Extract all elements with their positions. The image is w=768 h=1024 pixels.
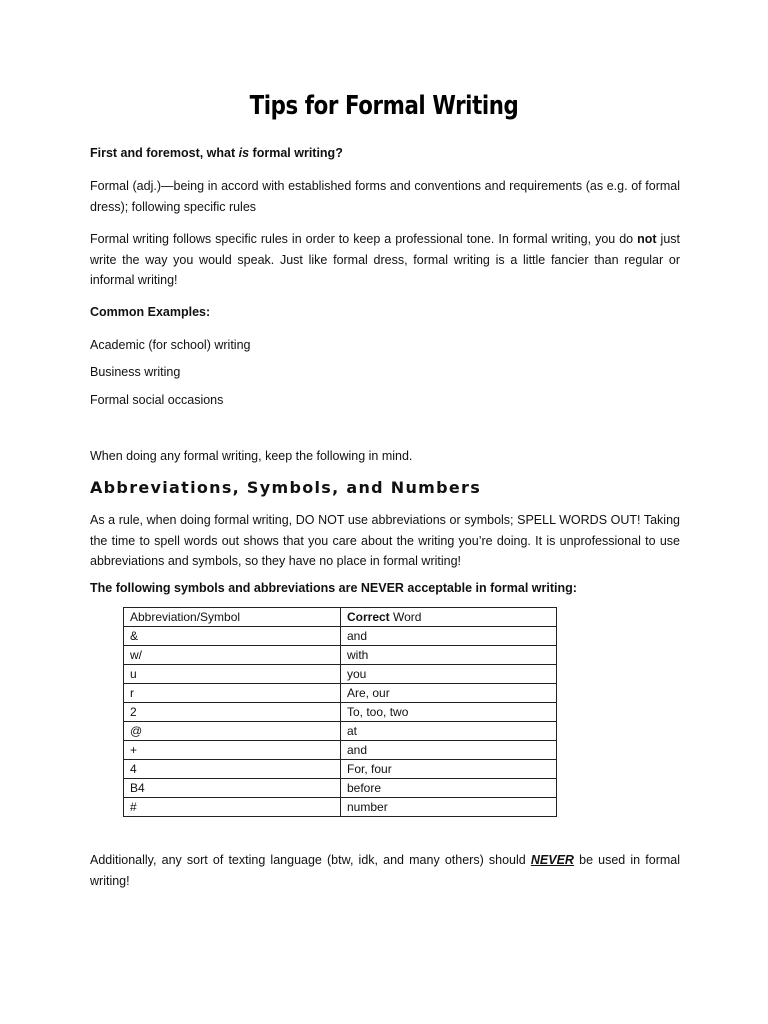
- abbreviation-cell: w/: [124, 646, 341, 665]
- definition-paragraph: Formal (adj.)—being in accord with established forms and conventions and requirements (as e.g. of formal dress); following specific rules: [90, 179, 680, 214]
- word-cell: and: [341, 627, 557, 646]
- example-item: Formal social occasions: [90, 393, 224, 407]
- abbreviation-cell: +: [124, 741, 341, 760]
- word-cell: with: [341, 646, 557, 665]
- paragraph-part2: just write the way you would speak. Just like formal dress, formal writing is a little fancier than regular or informal writing!: [90, 232, 680, 287]
- table-row: [124, 760, 557, 779]
- table-row: [124, 665, 557, 684]
- table-row: [124, 722, 557, 741]
- table-row: [124, 684, 557, 703]
- paragraph-part1: Formal writing follows specific rules in order to keep a professional tone. In formal writing, you do: [90, 232, 638, 246]
- closing-part1: Additionally, any sort of texting language (btw, idk, and many others) should: [90, 853, 531, 867]
- word-cell: before: [341, 779, 557, 798]
- table-row: [124, 741, 557, 760]
- rule-paragraph: As a rule, when doing formal writing, DO NOT use abbreviations or symbols; SPELL WORDS OUT! Taking the time to spell words out shows that you care about the writing you’re doing. It is unprofessional to use abbreviations and symbols, so they have no place in formal writing!: [90, 513, 680, 568]
- never-note: The following symbols and abbreviations are NEVER acceptable in formal writing:: [90, 581, 577, 595]
- table-header-row: [124, 608, 557, 627]
- abbreviation-cell: u: [124, 665, 341, 684]
- intro-question-part1: First and foremost, what: [90, 146, 239, 160]
- abbreviation-cell: &: [124, 627, 341, 646]
- page-title: Tips for Formal Writing: [249, 91, 519, 121]
- table-row: [124, 646, 557, 665]
- intro-question: [90, 143, 680, 164]
- word-cell: at: [341, 722, 557, 741]
- example-item: Academic (for school) writing: [90, 338, 251, 352]
- table-row: [124, 798, 557, 817]
- paragraph-bold-not: not: [637, 232, 657, 246]
- table-row: [124, 703, 557, 722]
- closing-never-emphasis: NEVER: [530, 853, 574, 867]
- word-cell: Are, our: [341, 684, 557, 703]
- header-abbreviation: Abbreviation/Symbol: [124, 608, 341, 627]
- header-word: Word: [389, 610, 422, 624]
- table-row: [124, 627, 557, 646]
- abbreviation-cell: r: [124, 684, 341, 703]
- header-correct-bold: Correct: [347, 610, 390, 624]
- table-row: [124, 779, 557, 798]
- word-cell: For, four: [341, 760, 557, 779]
- closing-part2: be used in formal writing!: [90, 853, 681, 888]
- abbreviation-table: [123, 607, 557, 817]
- intro-question-part2: formal writing?: [249, 146, 343, 160]
- abbreviation-cell: #: [124, 798, 341, 817]
- examples-heading: Common Examples:: [90, 305, 211, 319]
- header-correct-word: [341, 608, 557, 627]
- example-item: Business writing: [90, 365, 181, 379]
- formal-writing-paragraph: [90, 229, 680, 291]
- word-cell: To, too, two: [341, 703, 557, 722]
- section-heading: Abbreviations, Symbols, and Numbers: [90, 478, 482, 497]
- word-cell: you: [341, 665, 557, 684]
- abbreviation-cell: B4: [124, 779, 341, 798]
- abbreviation-cell: 4: [124, 760, 341, 779]
- keep-in-mind-text: When doing any formal writing, keep the following in mind.: [90, 449, 413, 463]
- word-cell: and: [341, 741, 557, 760]
- closing-paragraph: [90, 850, 680, 891]
- intro-question-emphasis: is: [238, 146, 250, 160]
- word-cell: number: [341, 798, 557, 817]
- abbreviation-cell: 2: [124, 703, 341, 722]
- abbreviation-cell: @: [124, 722, 341, 741]
